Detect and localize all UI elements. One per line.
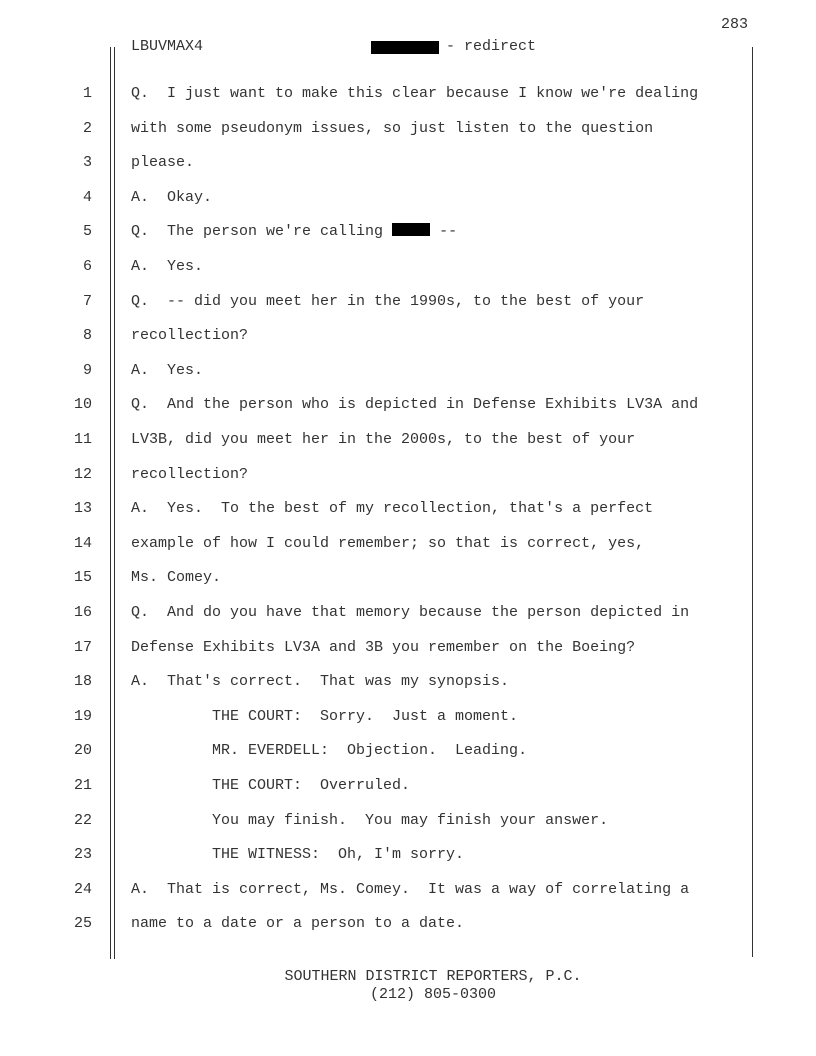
footer-reporter: SOUTHERN DISTRICT REPORTERS, P.C. bbox=[284, 968, 582, 985]
line-number: 1 bbox=[82, 85, 92, 102]
line-text: example of how I could remember; so that is correct, yes, bbox=[131, 534, 645, 552]
line-number: 18 bbox=[73, 673, 92, 691]
line-number: 11 bbox=[73, 431, 92, 448]
name-redaction bbox=[392, 223, 430, 236]
line-number: 16 bbox=[73, 604, 92, 621]
line-text: A. That's correct. That was my synopsis. bbox=[131, 673, 510, 691]
transcript-line bbox=[131, 881, 689, 898]
line-number: 24 bbox=[73, 880, 92, 898]
page-header bbox=[131, 38, 691, 58]
line-number: 20 bbox=[73, 742, 92, 760]
transcript-line bbox=[131, 604, 689, 621]
line-number: 17 bbox=[73, 638, 92, 656]
case-id: LBUVMAX4 bbox=[131, 38, 204, 55]
line-number: 2 bbox=[82, 119, 92, 137]
transcript-line bbox=[131, 258, 203, 275]
line-number: 19 bbox=[73, 707, 92, 725]
transcript-line bbox=[131, 915, 464, 932]
line-text: THE COURT: Sorry. Just a moment. bbox=[131, 707, 519, 725]
header-suffix: - redirect bbox=[446, 38, 537, 55]
line-number: 13 bbox=[73, 500, 92, 518]
transcript-line bbox=[131, 569, 221, 586]
line-text: name to a date or a person to a date. bbox=[131, 915, 465, 933]
transcript-line bbox=[131, 466, 248, 483]
line-text: recollection? bbox=[131, 465, 249, 483]
line-text: Q. -- did you meet her in the 1990s, to the best of your bbox=[131, 292, 645, 310]
line-text: Ms. Comey. bbox=[131, 569, 222, 587]
line-number: 5 bbox=[82, 223, 92, 241]
line-text: Q. I just want to make this clear because I know we're dealing bbox=[131, 85, 699, 102]
line-number: 8 bbox=[82, 327, 92, 345]
line-number: 3 bbox=[82, 154, 92, 172]
line-text: Q. And the person who is depicted in Defense Exhibits LV3A and bbox=[131, 396, 699, 414]
transcript-line bbox=[131, 85, 698, 102]
line-number: 10 bbox=[73, 396, 92, 414]
line-number: 25 bbox=[73, 915, 92, 933]
line-text: LV3B, did you meet her in the 2000s, to the best of your bbox=[131, 431, 636, 448]
line-text: with some pseudonym issues, so just listen to the question bbox=[131, 119, 654, 137]
line-text: Q. And do you have that memory because the person depicted in bbox=[131, 604, 690, 621]
line-number: 7 bbox=[82, 292, 92, 310]
transcript-line bbox=[131, 777, 410, 794]
page-number: 283 bbox=[720, 16, 748, 33]
line-number: 15 bbox=[73, 569, 92, 587]
transcript-line bbox=[131, 362, 203, 379]
transcript-line bbox=[131, 189, 212, 206]
line-text: please. bbox=[131, 154, 195, 172]
line-text: A. That is correct, Ms. Comey. It was a way of correlating a bbox=[131, 880, 690, 898]
line-text: Q. The person we're calling bbox=[131, 223, 384, 241]
line-number: 9 bbox=[82, 361, 92, 379]
transcript-line bbox=[131, 812, 608, 829]
line-text: You may finish. You may finish your answer. bbox=[131, 811, 609, 829]
line-text: A. Yes. To the best of my recollection, that's a perfect bbox=[131, 500, 654, 518]
footer bbox=[0, 968, 816, 1004]
left-margin-rule bbox=[110, 47, 111, 959]
line-number: 22 bbox=[73, 811, 92, 829]
line-number: 14 bbox=[73, 534, 92, 552]
left-margin-rule-inner bbox=[114, 47, 115, 959]
transcript-line bbox=[131, 639, 635, 656]
transcript-line bbox=[131, 293, 644, 310]
line-text: MR. EVERDELL: Objection. Leading. bbox=[131, 742, 528, 760]
transcript-line bbox=[131, 500, 653, 517]
line-text: recollection? bbox=[131, 327, 249, 345]
transcript-line bbox=[131, 673, 509, 690]
transcript-line bbox=[131, 120, 653, 137]
line-number: 6 bbox=[82, 258, 92, 275]
line-text: THE WITNESS: Oh, I'm sorry. bbox=[131, 846, 465, 864]
line-number: 12 bbox=[73, 465, 92, 483]
transcript-line bbox=[131, 327, 248, 344]
transcript-line bbox=[131, 535, 644, 552]
line-text: A. Yes. bbox=[131, 361, 204, 379]
line-number: 21 bbox=[73, 777, 92, 794]
line-text-after-redaction: -- bbox=[439, 223, 458, 241]
line-text: A. Okay. bbox=[131, 188, 213, 206]
transcript-line bbox=[131, 154, 194, 171]
footer-phone: (212) 805-0300 bbox=[369, 986, 497, 1003]
transcript-line bbox=[131, 223, 457, 240]
transcript-line bbox=[131, 708, 518, 725]
line-text: A. Yes. bbox=[131, 258, 204, 275]
transcript-line bbox=[131, 742, 527, 759]
line-number: 4 bbox=[82, 188, 92, 206]
line-text: THE COURT: Overruled. bbox=[131, 777, 411, 794]
transcript-line bbox=[131, 396, 698, 413]
transcript-line bbox=[131, 846, 464, 863]
line-text: Defense Exhibits LV3A and 3B you remember on the Boeing? bbox=[131, 638, 636, 656]
transcript-line bbox=[131, 431, 635, 448]
line-number: 23 bbox=[73, 846, 92, 864]
header-redaction bbox=[371, 41, 439, 54]
right-margin-rule bbox=[752, 47, 753, 957]
